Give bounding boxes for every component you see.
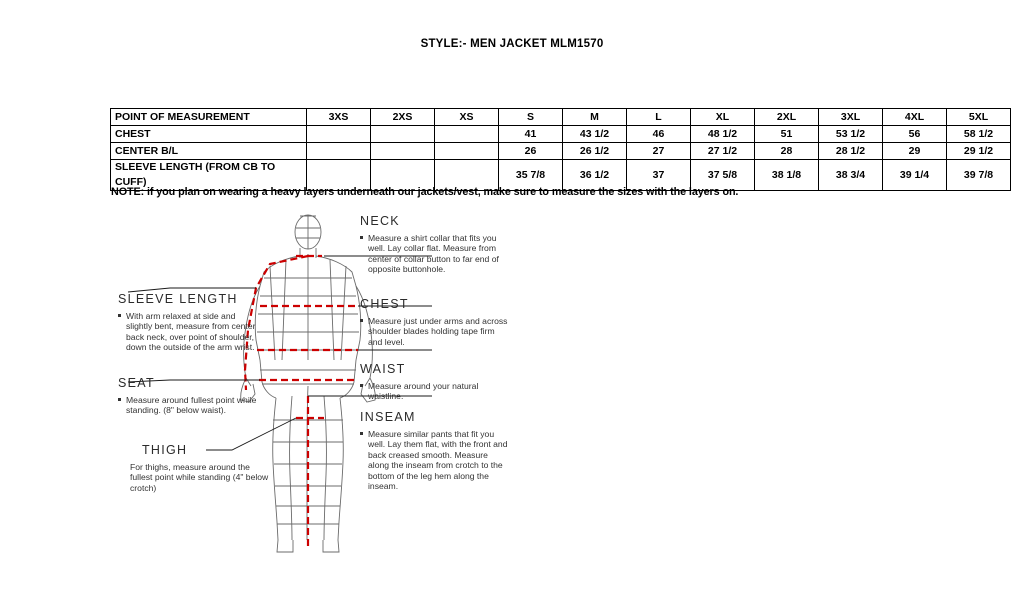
- column-header-s: S: [499, 109, 563, 126]
- cell: 28: [755, 143, 819, 160]
- cell: 39 7/8: [947, 160, 1011, 191]
- cell: 28 1/2: [819, 143, 883, 160]
- cell: 53 1/2: [819, 126, 883, 143]
- row-label-sleeve-length: SLEEVE LENGTH (FROM CB TO CUFF): [111, 160, 307, 191]
- row-label-center-bl: CENTER B/L: [111, 143, 307, 160]
- callout-sleeve-length: [118, 292, 263, 353]
- column-header-xs: XS: [435, 109, 499, 126]
- size-chart-table: [110, 108, 994, 191]
- cell: 58 1/2: [947, 126, 1011, 143]
- cell: 46: [627, 126, 691, 143]
- callout-body-inseam: Measure similar pants that fit you well. Lay them flat, with the front and back creased smooth. Measure along the inseam from crotch to the bottom of the leg hem along the inseam.: [360, 429, 510, 491]
- cell: [307, 126, 371, 143]
- cell: 29 1/2: [947, 143, 1011, 160]
- cell: 48 1/2: [691, 126, 755, 143]
- column-header-3xl: 3XL: [819, 109, 883, 126]
- measurement-diagram: [110, 210, 530, 560]
- column-header-3xs: 3XS: [307, 109, 371, 126]
- cell: [435, 126, 499, 143]
- table-header-row: [111, 109, 1011, 126]
- callout-title-seat: SEAT: [118, 376, 155, 390]
- column-header-5xl: 5XL: [947, 109, 1011, 126]
- cell: 29: [883, 143, 947, 160]
- callout-inseam: [360, 410, 510, 491]
- callout-body-waist: Measure around your natural waistline.: [360, 381, 510, 402]
- column-header-m: M: [563, 109, 627, 126]
- callout-neck: [360, 214, 510, 275]
- callout-waist: [360, 362, 510, 402]
- cell: 38 3/4: [819, 160, 883, 191]
- callout-title-thigh: THIGH: [142, 443, 188, 457]
- cell: 56: [883, 126, 947, 143]
- cell: 37 5/8: [691, 160, 755, 191]
- callout-title-sleeve-length: SLEEVE LENGTH: [118, 292, 238, 306]
- cell: 35 7/8: [499, 160, 563, 191]
- cell: 38 1/8: [755, 160, 819, 191]
- callout-body-sleeve-length: With arm relaxed at side and slightly bent, measure from center back neck, over point of shoulder, down the outside of the arm wrist.: [118, 311, 263, 353]
- table-row: [111, 143, 1011, 160]
- callout-chest: [360, 297, 510, 347]
- row-label-chest: CHEST: [111, 126, 307, 143]
- cell: 27 1/2: [691, 143, 755, 160]
- column-header-2xs: 2XS: [371, 109, 435, 126]
- cell: [371, 126, 435, 143]
- cell: 37: [627, 160, 691, 191]
- page-title: STYLE:- MEN JACKET MLM1570: [420, 38, 604, 50]
- cell: 43 1/2: [563, 126, 627, 143]
- cell: 26: [499, 143, 563, 160]
- cell: 27: [627, 143, 691, 160]
- callout-body-seat: Measure around fullest point while standing. (8" below waist).: [118, 395, 263, 416]
- table-row: [111, 126, 1011, 143]
- column-header-l: L: [627, 109, 691, 126]
- cell: [307, 143, 371, 160]
- cell: 26 1/2: [563, 143, 627, 160]
- column-header-point-of-measurement: POINT OF MEASUREMENT: [111, 109, 307, 126]
- callout-thigh: [130, 443, 270, 493]
- column-header-xl: XL: [691, 109, 755, 126]
- cell: 51: [755, 126, 819, 143]
- callout-body-neck: Measure a shirt collar that fits you well. Lay collar flat. Measure from center of collar button to far end of opposite buttonhole.: [360, 233, 510, 275]
- cell: [371, 143, 435, 160]
- callout-body-thigh: For thighs, measure around the fullest point while standing (4" below crotch): [130, 462, 269, 493]
- callout-title-waist: WAIST: [360, 362, 406, 376]
- callout-body-chest: Measure just under arms and across shoulder blades holding tape firm and level.: [360, 316, 510, 347]
- cell: [435, 143, 499, 160]
- callout-seat: [118, 376, 263, 416]
- measurement-note: NOTE: if you plan on wearing a heavy layers underneath our jackets/vest, make sure to measure the sizes with the layers on.: [111, 186, 739, 198]
- cell: 36 1/2: [563, 160, 627, 191]
- column-header-4xl: 4XL: [883, 109, 947, 126]
- callout-title-inseam: INSEAM: [360, 410, 416, 424]
- column-header-2xl: 2XL: [755, 109, 819, 126]
- cell: 41: [499, 126, 563, 143]
- cell: 39 1/4: [883, 160, 947, 191]
- callout-title-chest: CHEST: [360, 297, 409, 311]
- callout-title-neck: NECK: [360, 214, 400, 228]
